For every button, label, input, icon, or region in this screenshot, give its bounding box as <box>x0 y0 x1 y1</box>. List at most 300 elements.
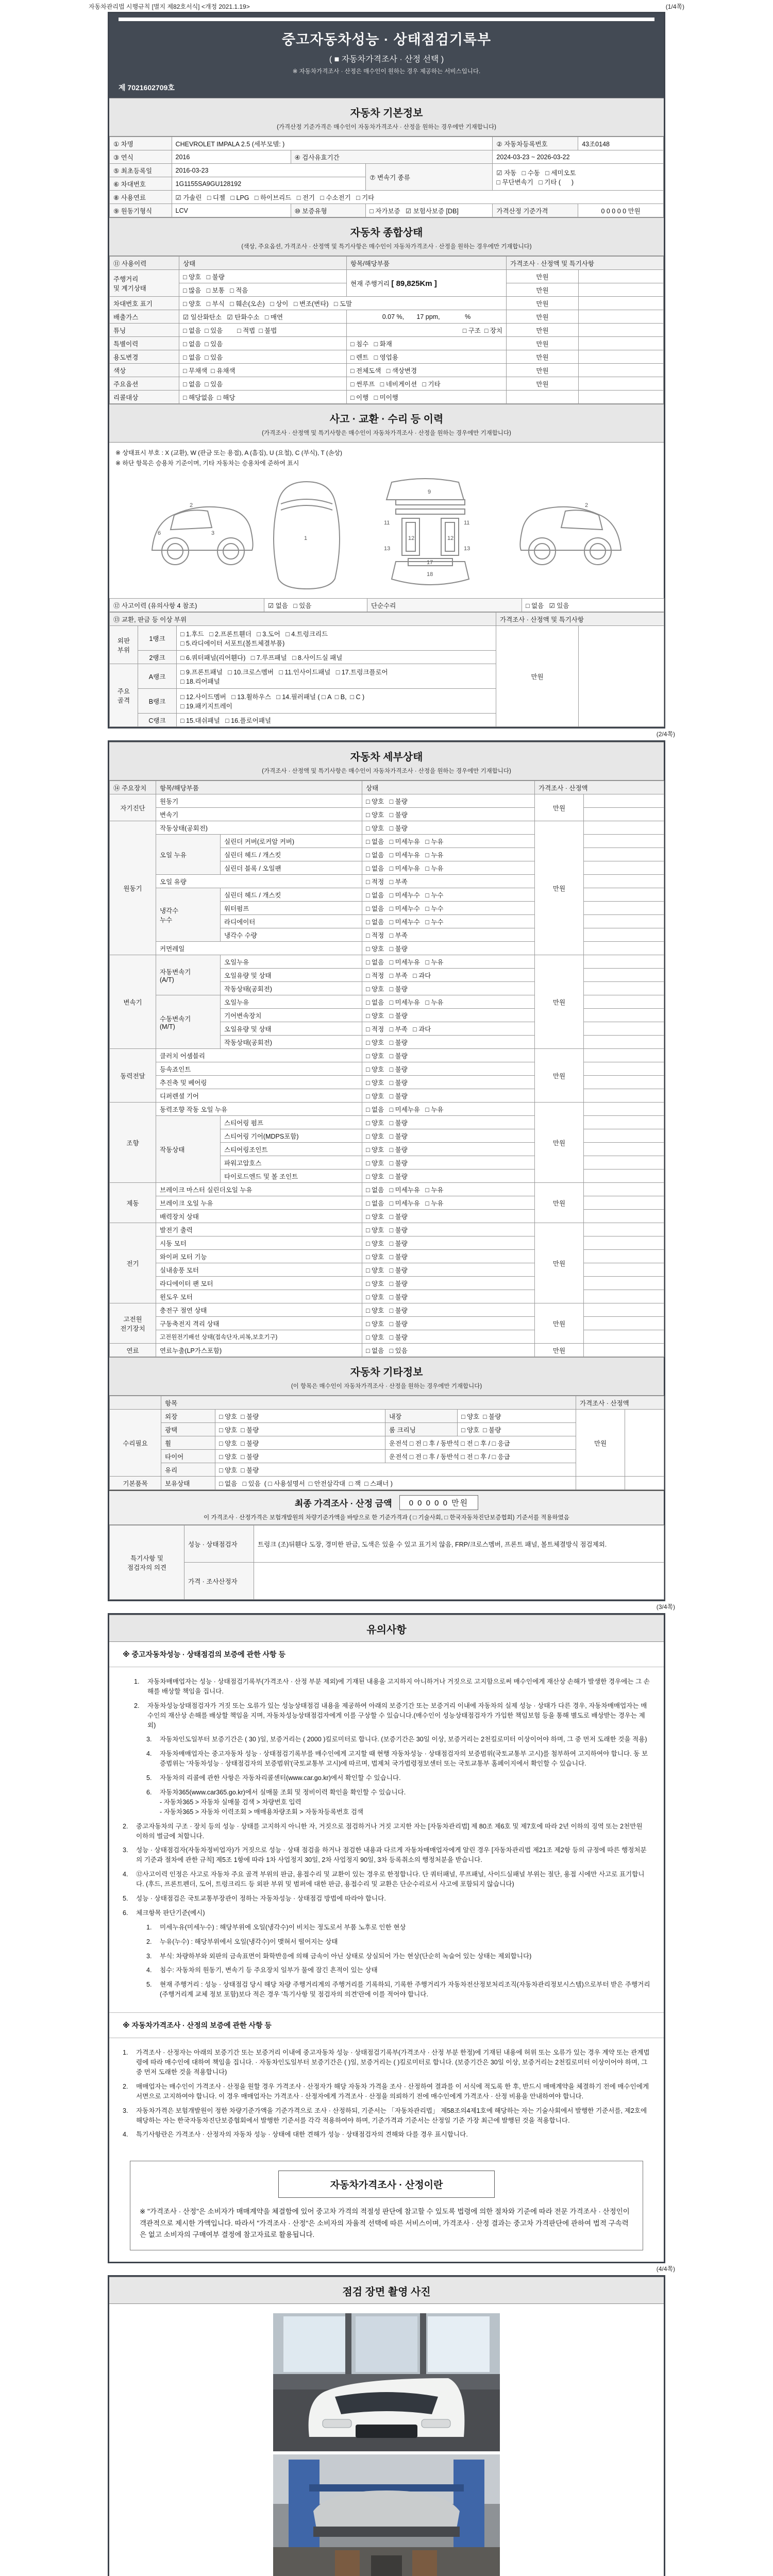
checkbox-group[interactable]: □ 양호 □ 불량 <box>362 1170 535 1183</box>
checkbox-group[interactable]: □ 없음 □ 미세누수 □ 누수 <box>362 902 535 915</box>
row-label: 작동상태(공회전) <box>221 1036 362 1049</box>
final-price-note: 이 가격조사 · 산정가격은 보험개발원의 차량기준가액을 바탕으로 한 기준가격과 ( □ 기술사회, □ 한국자동차진단보증협회) 기준서를 적용하였음 <box>204 1515 569 1521</box>
price-cell[interactable] <box>507 391 579 404</box>
group-fuel-label: 연료 <box>110 1344 156 1357</box>
price-cell[interactable]: 만원 <box>535 1303 584 1344</box>
row-label: 냉각수 수량 <box>221 928 362 942</box>
document-header <box>109 13 664 98</box>
checkbox-group[interactable]: □ 양호 □ 불량 <box>362 1317 535 1330</box>
checkbox-group[interactable]: □ 양호 □ 불량 <box>362 1036 535 1049</box>
price-cell[interactable]: 만원 <box>507 297 579 310</box>
remark-cell[interactable] <box>584 1129 664 1143</box>
color-item-checkbox-group[interactable]: □ 전체도색 □ 색상변경 <box>347 364 507 377</box>
sheet-page-2 <box>108 740 665 1601</box>
row-interior-label: 내장 <box>385 1410 458 1423</box>
vin-mark-checkbox-group[interactable]: □ 양호 □ 부식 □ 훼손(오손) □ 상이 □ 변조(변타) □ 도말 <box>179 297 507 310</box>
row-options-label: 주요옵션 <box>110 377 179 391</box>
remark-cell[interactable] <box>584 955 664 969</box>
notice-item: 1. 가격조사 · 산정자는 아래의 보증기간 또는 보증거리 이내에 중고자동차 성능 · 상태점검기록부(가격조사 · 산정 부분 한정)에 기재된 내용에 허위 또는 오류가 있는 경우 계약 또는 관계법령에 따라 매수인에 대하여 책임을 집니다. · 자동차인도일부터 보증기간은 ( )일, 보증거리는 ( )킬로미터로 합니다. (보증기간은 30일 이상, 보증거리는 2천킬로미터 이상이어야 하며, 그 중 먼저 도래한 것을 적용합니다) <box>123 2049 650 2076</box>
row-label: 배력장치 상태 <box>156 1210 362 1223</box>
price-cell[interactable]: 만원 <box>507 310 579 324</box>
checkbox-group[interactable]: □ 양호 □ 불량 <box>362 1290 535 1303</box>
section-comprehensive <box>109 217 664 256</box>
simple-repair-checkbox-group[interactable]: □ 없음 ☑ 있음 <box>522 599 664 612</box>
row-label: 라디에이터 <box>221 915 362 928</box>
diagram-number-6: 6 <box>158 530 161 536</box>
notice-subheading-1: ※ 중고자동차성능 · 상태점검의 보증에 관한 사항 등 <box>109 1642 664 1667</box>
remark-cell[interactable] <box>584 915 664 928</box>
remark-cell[interactable] <box>584 848 664 861</box>
row-label: 실린더 커버(로커암 커버) <box>221 835 362 848</box>
remark-cell[interactable] <box>579 270 664 283</box>
row-label: 등속죠인트 <box>156 1062 362 1076</box>
checkbox-group[interactable]: □ 없음 □ 미세누유 □ 누유 <box>362 835 535 848</box>
remark-cell[interactable] <box>584 1277 664 1290</box>
accident-history-row <box>109 598 664 612</box>
remark-cell[interactable] <box>584 1049 664 1062</box>
label-first-reg: ⑤ 최초등록일 <box>110 164 172 177</box>
remark-cell[interactable] <box>584 1250 664 1263</box>
checkbox-group[interactable]: □ 없음 □ 미세누유 □ 누유 <box>362 861 535 875</box>
row-label: 스티어링 펌프 <box>221 1116 362 1129</box>
remark-cell[interactable] <box>579 324 664 337</box>
rankC-checkbox-group[interactable]: □ 15.대쉬패널 □ 16.플로어패널 <box>177 714 496 727</box>
row-label: 스티어링조인트 <box>221 1143 362 1156</box>
row-label: 타이로드엔드 및 볼 조인트 <box>221 1170 362 1183</box>
group-electric-label: 전기 <box>110 1223 156 1303</box>
checkbox-group[interactable]: □ 없음 □ 미세누유 □ 누유 <box>362 995 535 1009</box>
remark-cell[interactable] <box>584 982 664 995</box>
value-vin: 1G1155SA9GU128192 <box>172 177 366 191</box>
remark-cell[interactable] <box>584 1344 664 1357</box>
remark-cell[interactable] <box>584 1183 664 1196</box>
panel-frame-table <box>109 612 664 727</box>
legend-symbols: ※ 상태표시 부호 : X (교환), W (판금 또는 용접), A (흠집), U (요철), C (부식), T (손상) <box>115 449 342 456</box>
price-cell[interactable]: 만원 <box>507 364 579 377</box>
checkbox-group[interactable]: □ 양호 □ 불량 <box>362 1143 535 1156</box>
price-cell[interactable]: 만원 <box>535 1223 584 1303</box>
detail-state-table <box>109 781 664 1357</box>
photo-area <box>109 2304 664 2576</box>
value-engine-type: LCV <box>172 204 291 217</box>
diagram-number-17: 17 <box>427 560 433 566</box>
remark-cell[interactable] <box>584 1290 664 1303</box>
special-history-item-checkbox-group[interactable]: □ 침수 □ 화재 <box>347 337 507 350</box>
recall-item-checkbox-group[interactable]: □ 이행 □ 미이행 <box>347 391 507 404</box>
remark-cell[interactable] <box>584 1170 664 1183</box>
warranty-checkbox-group[interactable]: □ 자가보증 ☑ 보험사보증 [DB] <box>366 204 493 217</box>
remark-cell[interactable] <box>579 310 664 324</box>
frame-label: 주요 골격 <box>110 664 138 727</box>
tuning-item-checkbox-group[interactable]: □ 구조 □ 장치 <box>347 324 507 337</box>
price-cell[interactable]: 만원 <box>507 350 579 364</box>
rankB-checkbox-group[interactable]: □ 12.사이드멤버 □ 13.휠하우스 □ 14.필러패널 ( □ A □ B, □ C ) □ 19.패키지트레이 <box>177 689 496 714</box>
remark-cell[interactable] <box>625 1477 664 1490</box>
checkbox-group[interactable]: □ 양호 □ 불량 <box>362 1330 535 1344</box>
remark-cell[interactable] <box>584 1317 664 1330</box>
inspection-photo-front <box>273 2313 500 2451</box>
final-price-value[interactable]: 0 0 0 0 0 만원 <box>399 1495 479 1510</box>
document-note: ※ 자동차가격조사 · 산정은 매수인이 원하는 경우 제공하는 서비스입니다. <box>292 69 481 75</box>
diagram-number-2-left: 2 <box>190 502 193 509</box>
remark-cell[interactable] <box>584 902 664 915</box>
remark-cell[interactable] <box>579 350 664 364</box>
checkbox-group[interactable]: □ 없음 □ 미세누수 □ 누수 <box>362 915 535 928</box>
remark-cell[interactable] <box>584 1089 664 1103</box>
remark-cell[interactable] <box>584 1062 664 1076</box>
remark-cell[interactable] <box>584 875 664 888</box>
row-label: 브레이크 마스터 실린더오일 누유 <box>156 1183 362 1196</box>
row-label: 오일누유 <box>221 995 362 1009</box>
notice-item: 1. 자동차매매업자는 성능 · 상태점검기록부(가격조사 · 산정 부분 제외)에 기재된 내용을 고지하지 아니하거나 거짓으로 고지함으로써 매수인에게 재산상 손해가 발생한 경우에는 그 손해를 배상할 책임을 집니다. <box>134 1678 650 1695</box>
row-exterior-label: 외장 <box>161 1410 215 1423</box>
notice-body-2 <box>109 2038 664 2153</box>
price-cell[interactable]: 만원 <box>535 821 584 955</box>
checkbox-group[interactable]: □ 양호 □ 불량 <box>362 1009 535 1022</box>
row-holding-label: 보유상태 <box>161 1477 215 1490</box>
checkbox-group[interactable]: □ 양호 □ 불량 <box>362 1223 535 1236</box>
transmission-options-line2[interactable]: □ 무단변속기 □ 기타 ( ) <box>496 178 574 186</box>
diagram-number-11-right: 11 <box>464 520 470 526</box>
group-repair-needed-label: 수리필요 <box>110 1410 161 1477</box>
remark-cell[interactable] <box>584 1103 664 1116</box>
mileage-prefix: 현재 주행거리 <box>350 280 390 287</box>
remark-cell[interactable] <box>579 364 664 377</box>
checkbox-group[interactable]: □ 양호 □ 불량 <box>362 1210 535 1223</box>
section-note: (이 항목은 매수인이 자동차가격조사 · 산정을 원하는 경우에만 기재합니다) <box>291 1383 482 1389</box>
wheel-checkbox-group[interactable]: □ 양호 □ 불량 <box>215 1436 385 1450</box>
remark-cell[interactable] <box>584 1156 664 1170</box>
group-selfdiag-label: 자기진단 <box>110 794 156 821</box>
section-detail-state <box>109 742 664 781</box>
value-base-price[interactable]: 0 0 0 0 0 만원 <box>578 204 664 217</box>
price-cell[interactable]: 만원 <box>507 324 579 337</box>
checkbox-group[interactable]: □ 양호 □ 불량 <box>362 1129 535 1143</box>
checkbox-group[interactable]: □ 없음 □ 미세누유 □ 누유 <box>362 1103 535 1116</box>
remark-cell[interactable] <box>584 1036 664 1049</box>
document-subtitle: ( ■ 자동차가격조사 · 산정 선택 ) <box>329 55 444 64</box>
checkbox-group[interactable]: □ 없음 □ 미세누유 □ 누유 <box>362 955 535 969</box>
rank1-checkbox-group[interactable]: □ 1.후드 □ 2.프론트휀더 □ 3.도어 □ 4.트렁크리드 □ 5.라디에이터 서포트(볼트체결부품) <box>177 626 496 651</box>
transmission-checkbox-group[interactable] <box>493 164 664 191</box>
section-note: (가격조사 · 산정액 및 특기사항은 매수인이 자동차가격조사 · 산정을 원하는 경우에만 기재합니다) <box>262 768 511 774</box>
exterior-checkbox-group[interactable]: □ 양호 □ 불량 <box>215 1410 385 1423</box>
remark-cell[interactable] <box>584 808 664 821</box>
remark-cell[interactable] <box>584 1303 664 1317</box>
notice-item: 6. 자동차365(www.car365.go.kr)에서 실매물 조회 및 정비이력 확인을 확인할 수 있습니다. - 자동차365 > 자동차 실매물 검색 > 차량번호 입력 - 자동차365 > 자동차 이력조회 > 매매용차량조회 > 자동차등록번호 검색 <box>146 1789 406 1816</box>
notice-item: 4. 특기사항란은 가격조사 · 산정자의 자동차 성능 · 상태에 대한 견해가 성능 · 상태점검자의 견해와 다를 경우 표시합니다. <box>123 2131 468 2139</box>
remark-cell[interactable] <box>579 391 664 404</box>
remark-cell[interactable] <box>584 1116 664 1129</box>
label-inspection-period: ④ 검사유효기간 <box>291 150 493 164</box>
holding-checkbox-group[interactable]: □ 없음 □ 있음 ( □ 사용설명서 □ 안전삼각대 □ 잭 □ 스패너 ) <box>215 1477 576 1490</box>
remark-cell[interactable] <box>579 377 664 391</box>
checkbox-group[interactable]: □ 양호 □ 불량 <box>362 942 535 955</box>
inspection-photo-lift <box>273 2454 500 2576</box>
group-basic-items-label: 기본품목 <box>110 1477 161 1490</box>
remark-cell[interactable] <box>625 1410 664 1477</box>
notice-item: 4. ⑫사고이력 인정은 사고로 자동차 주요 골격 부위의 판금, 용접수리 및 교환이 있는 경우로 한정합니다. 단 쿼터패널, 루프패널, 사이드실패널 부위는 절단, 용접 시에만 사고로 표기합니다. (후드, 프론트펜더, 도어, 트렁크리드 등 외판 부위 및 범퍼에 대한 판금, 용접수리 및 교환은 단순수리로서 사고에 포함되지 않습니다) <box>123 1871 645 1888</box>
remark-cell[interactable] <box>584 794 664 808</box>
row-label: 추진축 및 베어링 <box>156 1076 362 1089</box>
rank1-label: 1랭크 <box>138 626 177 651</box>
section-title: 자동차 세부상태 <box>350 752 423 763</box>
remark-cell[interactable] <box>584 1009 664 1022</box>
row-polish-label: 광택 <box>161 1423 215 1436</box>
usage-change-checkbox-group[interactable]: □ 없음 □ 있음 <box>179 350 347 364</box>
section-title: 자동차 기본정보 <box>350 108 423 119</box>
sub-mt-label: 수동변속기 (M/T) <box>156 995 221 1049</box>
row-glass-label: 유리 <box>161 1463 215 1477</box>
rank2-checkbox-group[interactable]: □ 6.쿼터패널(리어휀다) □ 7.루프패널 □ 8.사이드실 패널 <box>177 651 496 664</box>
sub-coolant-leak-label: 냉각수 누수 <box>156 888 221 942</box>
checkbox-group[interactable]: □ 양호 □ 불량 <box>362 1062 535 1076</box>
checkbox-group[interactable]: □ 적정 □ 부족 □ 과다 <box>362 969 535 982</box>
form-meta-line <box>88 0 685 12</box>
checkbox-group[interactable]: □ 적정 □ 부족 <box>362 928 535 942</box>
simple-repair-label: 단순수리 <box>367 599 522 612</box>
opinion-section-label: 특기사항 및 점검자의 의견 <box>110 1526 184 1600</box>
checkbox-group[interactable]: □ 양호 □ 불량 <box>362 1303 535 1317</box>
row-label: 작동상태(공회전) <box>221 982 362 995</box>
panel-price-label: 가격조사 · 산정액 및 특기사항 <box>496 613 664 626</box>
color-checkbox-group[interactable]: □ 무채색 □ 유채색 <box>179 364 347 377</box>
options-item-checkbox-group[interactable]: □ 썬루프 □ 네비게이션 □ 기타 <box>347 377 507 391</box>
document-title: 중고자동차성능 · 상태점검기록부 <box>281 32 492 47</box>
fuel-checkbox-group[interactable]: ☑ 가솔린 □ 디젤 □ LPG □ 하이브리드 □ 전기 □ 수소전기 □ 기타 <box>172 191 663 204</box>
checkbox-group[interactable]: □ 양호 □ 불량 <box>362 1049 535 1062</box>
rankA-checkbox-group[interactable]: □ 9.프론트패널 □ 10.크로스멤버 □ 11.인사이드패널 □ 17.트렁크플로어 □ 18.리어패널 <box>177 664 496 689</box>
price-cell[interactable]: 만원 <box>535 1103 584 1183</box>
notice-criteria-item: 3. 부식: 차량하부와 외판의 금속표면이 화학반응에 의해 금속이 아닌 상태로 상실되어 가는 현상(단순히 녹슬어 있는 상태는 제외합니다) <box>146 1952 532 1960</box>
row-label: 와이퍼 모터 기능 <box>156 1250 362 1263</box>
row-label: 실내송풍 모터 <box>156 1263 362 1277</box>
row-label: 오일유량 및 상태 <box>221 1022 362 1036</box>
row-label: 워터펌프 <box>221 902 362 915</box>
notice-subheading-2: ※ 자동차가격조사 · 산정의 보증에 관한 사항 등 <box>109 2012 664 2038</box>
section-title: 자동차 기타정보 <box>350 1367 423 1378</box>
price-cell[interactable]: 만원 <box>535 1049 584 1103</box>
checkbox-group[interactable]: □ 적정 □ 부족 □ 과다 <box>362 1022 535 1036</box>
checkbox-group[interactable]: □ 양호 □ 불량 <box>362 821 535 835</box>
tire-position-checkbox-group[interactable]: 운전석 □ 전 □ 후 / 동반석 □ 전 □ 후 / □ 응급 <box>385 1450 576 1463</box>
row-vin-mark-label: 차대번호 표기 <box>110 297 179 310</box>
checkbox-group[interactable]: □ 양호 □ 불량 <box>362 1250 535 1263</box>
comprehensive-table <box>109 256 664 404</box>
basic-info-table <box>109 137 664 217</box>
special-history-checkbox-group[interactable]: □ 없음 □ 있음 <box>179 337 347 350</box>
checkbox-group[interactable]: □ 양호 □ 불량 <box>362 794 535 808</box>
checkbox-group[interactable]: □ 양호 □ 불량 <box>362 1156 535 1170</box>
appraiser-opinion-text[interactable] <box>254 1563 664 1600</box>
sub-at-label: 자동변속기 (A/T) <box>156 955 221 995</box>
accident-legend <box>109 443 664 470</box>
tire-checkbox-group[interactable]: □ 양호 □ 불량 <box>215 1450 385 1463</box>
remark-cell[interactable] <box>584 1076 664 1089</box>
rankA-label: A랭크 <box>138 664 177 689</box>
remark-cell[interactable] <box>584 861 664 875</box>
price-cell[interactable]: 만원 <box>507 283 579 297</box>
other-info-table <box>109 1396 664 1490</box>
current-mileage-value: [ 89,825Km ] <box>391 279 437 288</box>
price-cell[interactable]: 만원 <box>535 955 584 1049</box>
price-cell[interactable]: 만원 <box>507 270 579 283</box>
diagram-number-13-right: 13 <box>464 546 470 552</box>
recall-checkbox-group[interactable]: □ 해당없음 □ 해당 <box>179 391 347 404</box>
section-notice <box>109 1615 664 1642</box>
row-label: 클러치 어셈블리 <box>156 1049 362 1062</box>
col-item: 항목 <box>161 1396 576 1410</box>
transmission-options-line1[interactable]: ☑ 자동 □ 수동 □ 세미오토 <box>496 169 576 177</box>
row-label: 작동상태(공회전) <box>156 821 362 835</box>
row-label: 충전구 절연 상태 <box>156 1303 362 1317</box>
remark-cell[interactable] <box>584 995 664 1009</box>
notice-item: 5. 성능 · 상태점검은 국토교통부장관이 정하는 자동차성능 · 상태점검 방법에 따라야 합니다. <box>123 1895 386 1903</box>
price-cell[interactable] <box>576 1477 625 1490</box>
label-model-year: ③ 연식 <box>110 150 172 164</box>
definition-box-body: ※ "가격조사 · 산정"은 소비자가 매매계약을 체결함에 있어 중고차 가격의 적절성 판단에 참고할 수 있도록 법령에 의한 절차와 기준에 따라 전문 가격조사 · 산정인이 객관적으로 제시한 가액입니다. 따라서 "가격조사 · 산정"은 소비자의 자율적 선택에 따른 서비스이며, 가격조사 · 산정 결과는 중고차 가격판단에 관하여 법적 구속력은 없고 소비자의 구매여부 결정에 참고자료로 활용됩니다. <box>140 2208 630 2239</box>
row-color-label: 색상 <box>110 364 179 377</box>
remark-cell[interactable] <box>579 337 664 350</box>
mileage-state-checkbox-group[interactable]: □ 양호 □ 불량 <box>179 270 347 283</box>
panel-price-cell[interactable]: 만원 <box>496 626 579 727</box>
row-special-history-label: 특별이력 <box>110 337 179 350</box>
row-tire-label: 타이어 <box>161 1450 215 1463</box>
remark-cell[interactable] <box>584 942 664 955</box>
notice-criteria-item: 5. 현재 주행거리 : 성능 · 상태점검 당시 해당 차량 주행거리계의 주행거리를 기록하되, 기록한 주행거리가 자동차전산정보처리조직(자동차관리정보시스템)으로부터 받은 주행거리(주행거리계 교체 정보 포함)보다 적은 경우 '특기사항 및 점검자의 의견'란에 이를 적어야 합니다. <box>146 1981 650 1998</box>
diagram-number-9: 9 <box>428 489 431 495</box>
checkbox-group[interactable]: □ 없음 □ 미세누유 □ 누유 <box>362 1196 535 1210</box>
sub-oil-leak-label: 오일 누유 <box>156 835 221 875</box>
checkbox-group[interactable]: □ 없음 □ 미세누유 □ 누유 <box>362 848 535 861</box>
price-cell[interactable]: 만원 <box>535 794 584 821</box>
remark-cell[interactable] <box>584 928 664 942</box>
tuning-checkbox-group[interactable]: □ 없음 □ 있음 □ 적법 □ 불법 <box>179 324 347 337</box>
appraiser-label: 가격 · 조사산정자 <box>184 1563 254 1600</box>
checkbox-group[interactable]: □ 양호 □ 불량 <box>362 1076 535 1089</box>
row-label: 오일유량 및 상태 <box>221 969 362 982</box>
section-other-info <box>109 1357 664 1396</box>
usage-change-item-checkbox-group[interactable]: □ 렌트 □ 영업용 <box>347 350 507 364</box>
roomclean-checkbox-group[interactable]: □ 양호 □ 불량 <box>458 1423 576 1436</box>
label-reg-no: ② 자동차등록번호 <box>493 137 578 150</box>
price-cell[interactable]: 만원 <box>535 1344 584 1357</box>
rankB-label: B랭크 <box>138 689 177 714</box>
checkbox-group[interactable]: □ 없음 □ 미세누수 □ 누수 <box>362 888 535 902</box>
price-appraisal-definition-box <box>130 2161 643 2250</box>
row-wheel-label: 휠 <box>161 1436 215 1450</box>
panel-remark-cell[interactable] <box>579 626 664 727</box>
section-accident-history <box>109 404 664 443</box>
col-price: 가격조사 · 산정액 <box>535 781 664 794</box>
checkbox-group[interactable]: □ 양호 □ 불량 <box>362 1236 535 1250</box>
remark-cell[interactable] <box>584 1263 664 1277</box>
col-state: 상태 <box>179 257 347 270</box>
section-note: (가격조사 · 산정액 및 특기사항은 매수인이 자동차가격조사 · 산정을 원하는 경우에만 기재합니다) <box>262 430 511 436</box>
checkbox-group[interactable]: □ 없음 □ 있음 <box>362 1344 535 1357</box>
checkbox-group[interactable]: □ 양호 □ 불량 <box>362 1263 535 1277</box>
group-engine-label: 원동기 <box>110 821 156 955</box>
options-checkbox-group[interactable]: □ 없음 □ 있음 <box>179 377 347 391</box>
diagram-number-13-left: 13 <box>384 546 391 552</box>
notice-item: 2. 중고자동차의 구조 · 장치 등의 성능 · 상태를 고지하지 아니한 자, 거짓으로 점검하거나 거짓 고지한 자는 [자동차관리법] 제 80조 제6호 및 제7호에 따라 2년 이하의 징역 또는 2천만원 이하의 벌금에 처합니다. <box>123 1822 643 1840</box>
price-cell[interactable]: 만원 <box>507 377 579 391</box>
emission-values: 0.07 %, 17 ppm, % <box>347 310 507 324</box>
accident-history-checkbox-group[interactable]: ☑ 없음 □ 있음 <box>264 599 367 612</box>
row-label: 시동 모터 <box>156 1236 362 1250</box>
row-label: 동력조향 작동 오일 누유 <box>156 1103 362 1116</box>
row-label: 파워고압호스 <box>221 1156 362 1170</box>
label-transmission: ⑦ 변속기 종류 <box>366 164 493 191</box>
remark-cell[interactable] <box>584 1196 664 1210</box>
label-fuel: ⑧ 사용연료 <box>110 191 172 204</box>
section-basic-info <box>109 98 664 137</box>
value-inspection-period: 2024-03-23 ~ 2026-03-22 <box>493 150 664 164</box>
price-cell[interactable]: 만원 <box>535 1183 584 1223</box>
remark-cell[interactable] <box>579 283 664 297</box>
group-transmission-label: 변속기 <box>110 955 156 1049</box>
diagram-number-1: 1 <box>304 535 308 541</box>
notice-item: 3. 성능 · 상태점검자(자동차정비업자)가 거짓으로 성능 · 상태 점검을 하거나 점검한 내용과 다르게 자동차매매업자에게 알린 경우 [자동차관리법 제21조 제2항 등의 규정에 따른 행정처분의 기준과 절차에 관한 규칙] 제5조 1항에 따라 1차 사업정지 30일, 2차 사업정지 90일, 3차 등록취소의 행정처분을 받습니다. <box>123 1846 647 1864</box>
notice-criteria-item: 1. 미세누유(미세누수) : 해당부위에 오일(냉각수)이 비치는 정도로서 부품 노후로 인한 현상 <box>146 1923 406 1931</box>
checkbox-group[interactable]: □ 양호 □ 불량 <box>362 808 535 821</box>
remark-cell[interactable] <box>584 1330 664 1344</box>
row-roomclean-label: 룸 크리닝 <box>385 1423 458 1436</box>
remark-cell[interactable] <box>584 888 664 902</box>
col-state: 상태 <box>362 781 535 794</box>
checkbox-group[interactable]: □ 적정 □ 부족 <box>362 875 535 888</box>
emission-checkbox-group[interactable]: ☑ 일산화탄소 ☑ 탄화수소 □ 매연 <box>179 310 347 324</box>
row-label: 실린더 블록 / 오일팬 <box>221 861 362 875</box>
value-reg-no: 43조0148 <box>578 137 664 150</box>
checkbox-group[interactable]: □ 양호 □ 불량 <box>362 982 535 995</box>
remark-cell[interactable] <box>584 1210 664 1223</box>
remark-cell[interactable] <box>584 821 664 835</box>
row-label: 커먼레일 <box>156 942 362 955</box>
row-label: 라디에이터 팬 모터 <box>156 1277 362 1290</box>
glass-checkbox-group[interactable]: □ 양호 □ 불량 <box>215 1463 576 1477</box>
label-warranty-type: ⑩ 보증유형 <box>291 204 366 217</box>
remark-cell[interactable] <box>584 1223 664 1236</box>
col-usage-history: ⑪ 사용이력 <box>110 257 179 270</box>
section-photos <box>109 2277 664 2304</box>
remark-cell[interactable] <box>584 1022 664 1036</box>
remark-cell[interactable] <box>584 969 664 982</box>
remark-cell[interactable] <box>584 1236 664 1250</box>
remark-cell[interactable] <box>584 1143 664 1156</box>
price-cell[interactable]: 만원 <box>576 1410 625 1477</box>
label-engine-type: ⑨ 원동기형식 <box>110 204 172 217</box>
remark-cell[interactable] <box>584 835 664 848</box>
remark-cell[interactable] <box>579 297 664 310</box>
price-cell[interactable]: 만원 <box>507 337 579 350</box>
checkbox-group[interactable]: □ 양호 □ 불량 <box>362 1116 535 1129</box>
checkbox-group[interactable]: □ 없음 □ 미세누유 □ 누유 <box>362 1183 535 1196</box>
checkbox-group[interactable]: □ 양호 □ 불량 <box>362 1277 535 1290</box>
wheel-position-checkbox-group[interactable]: 운전석 □ 전 □ 후 / 동반석 □ 전 □ 후 / □ 응급 <box>385 1436 576 1450</box>
checkbox-group[interactable]: □ 양호 □ 불량 <box>362 1089 535 1103</box>
page-marker-2: (2/4쪽) <box>656 731 675 738</box>
polish-checkbox-group[interactable]: □ 양호 □ 불량 <box>215 1423 385 1436</box>
sub-operation-label: 작동상태 <box>156 1116 221 1183</box>
row-label: 연료누출(LP가스포함) <box>156 1344 362 1357</box>
diagram-number-2-right: 2 <box>585 502 589 509</box>
interior-checkbox-group[interactable]: □ 양호 □ 불량 <box>458 1410 576 1423</box>
odometer-state-checkbox-group[interactable]: □ 많음 □ 보통 □ 적음 <box>179 283 347 297</box>
final-price-caption: 최종 가격조사 · 산정 금액 <box>294 1499 392 1509</box>
accident-history-label: ⑫ 사고이력 (유의사항 4 참조) <box>110 599 264 612</box>
group-brake-label: 제동 <box>110 1183 156 1223</box>
